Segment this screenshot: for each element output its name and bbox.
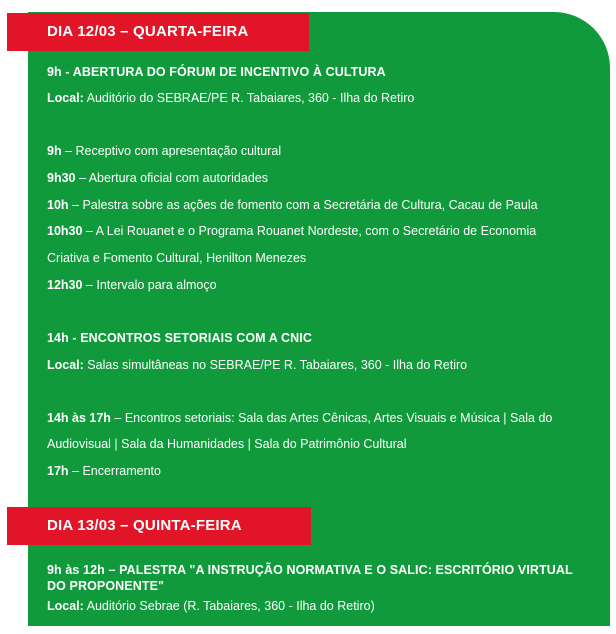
afternoon-local-text: Salas simultâneas no SEBRAE/PE R. Tabaiares, 360 - Ilha do Retiro bbox=[87, 358, 468, 372]
schedule-item bbox=[47, 275, 217, 295]
opening-local bbox=[47, 88, 414, 108]
schedule-text: – Receptivo com apresentação cultural bbox=[61, 144, 282, 158]
schedule-item bbox=[47, 221, 536, 241]
schedule-time: 14h às 17h bbox=[47, 411, 111, 425]
opening-title: 9h - ABERTURA DO FÓRUM DE INCENTIVO À CULTURA bbox=[47, 65, 386, 79]
schedule-time: 10h30 bbox=[47, 224, 83, 238]
schedule-time: 12h30 bbox=[47, 278, 83, 292]
schedule-text: – Encerramento bbox=[68, 464, 161, 478]
day1-header: DIA 12/03 – QUARTA-FEIRA bbox=[7, 13, 309, 51]
afternoon-item bbox=[47, 408, 552, 428]
opening-local-label: Local: bbox=[47, 91, 84, 105]
schedule-time: 10h bbox=[47, 198, 69, 212]
schedule-text: – Encontros setoriais: Sala das Artes Cênicas, Artes Visuais e Música | Sala do bbox=[110, 411, 553, 425]
schedule-text: – Intervalo para almoço bbox=[82, 278, 217, 292]
day2-header: DIA 13/03 – QUINTA-FEIRA bbox=[7, 507, 311, 545]
schedule-time: 17h bbox=[47, 464, 69, 478]
day2-local bbox=[47, 596, 375, 616]
schedule-text: Criativa e Fomento Cultural, Henilton Menezes bbox=[47, 251, 307, 265]
afternoon-title: 14h - ENCONTROS SETORIAIS COM A CNIC bbox=[47, 331, 312, 345]
schedule-item bbox=[47, 168, 268, 188]
schedule-item-continued bbox=[47, 248, 306, 268]
day2-talk-title: 9h às 12h – PALESTRA "A INSTRUÇÃO NORMATIVA E O SALIC: ESCRITÓRIO VIRTUAL DO PROPONENTE" bbox=[47, 563, 573, 593]
afternoon-local-label: Local: bbox=[47, 358, 84, 372]
opening-local-text: Auditório do SEBRAE/PE R. Tabaiares, 360 - Ilha do Retiro bbox=[86, 91, 415, 105]
day2-local-text: Auditório Sebrae (R. Tabaiares, 360 - Ilha do Retiro) bbox=[86, 599, 375, 613]
schedule-item bbox=[47, 141, 281, 161]
schedule-text: – A Lei Rouanet e o Programa Rouanet Nordeste, com o Secretário de Economia bbox=[82, 224, 537, 238]
afternoon-item-continued bbox=[47, 434, 406, 454]
schedule-text: Audiovisual | Sala da Humanidades | Sala do Patrimônio Cultural bbox=[47, 437, 407, 451]
schedule-time: 9h30 bbox=[47, 171, 76, 185]
day2-local-label: Local: bbox=[47, 599, 84, 613]
afternoon-item bbox=[47, 461, 161, 481]
schedule-time: 9h bbox=[47, 144, 62, 158]
afternoon-local bbox=[47, 355, 467, 375]
schedule-text: – Abertura oficial com autoridades bbox=[75, 171, 268, 185]
schedule-text: – Palestra sobre as ações de fomento com a Secretária de Cultura, Cacau de Paula bbox=[68, 198, 538, 212]
schedule-item bbox=[47, 195, 538, 215]
